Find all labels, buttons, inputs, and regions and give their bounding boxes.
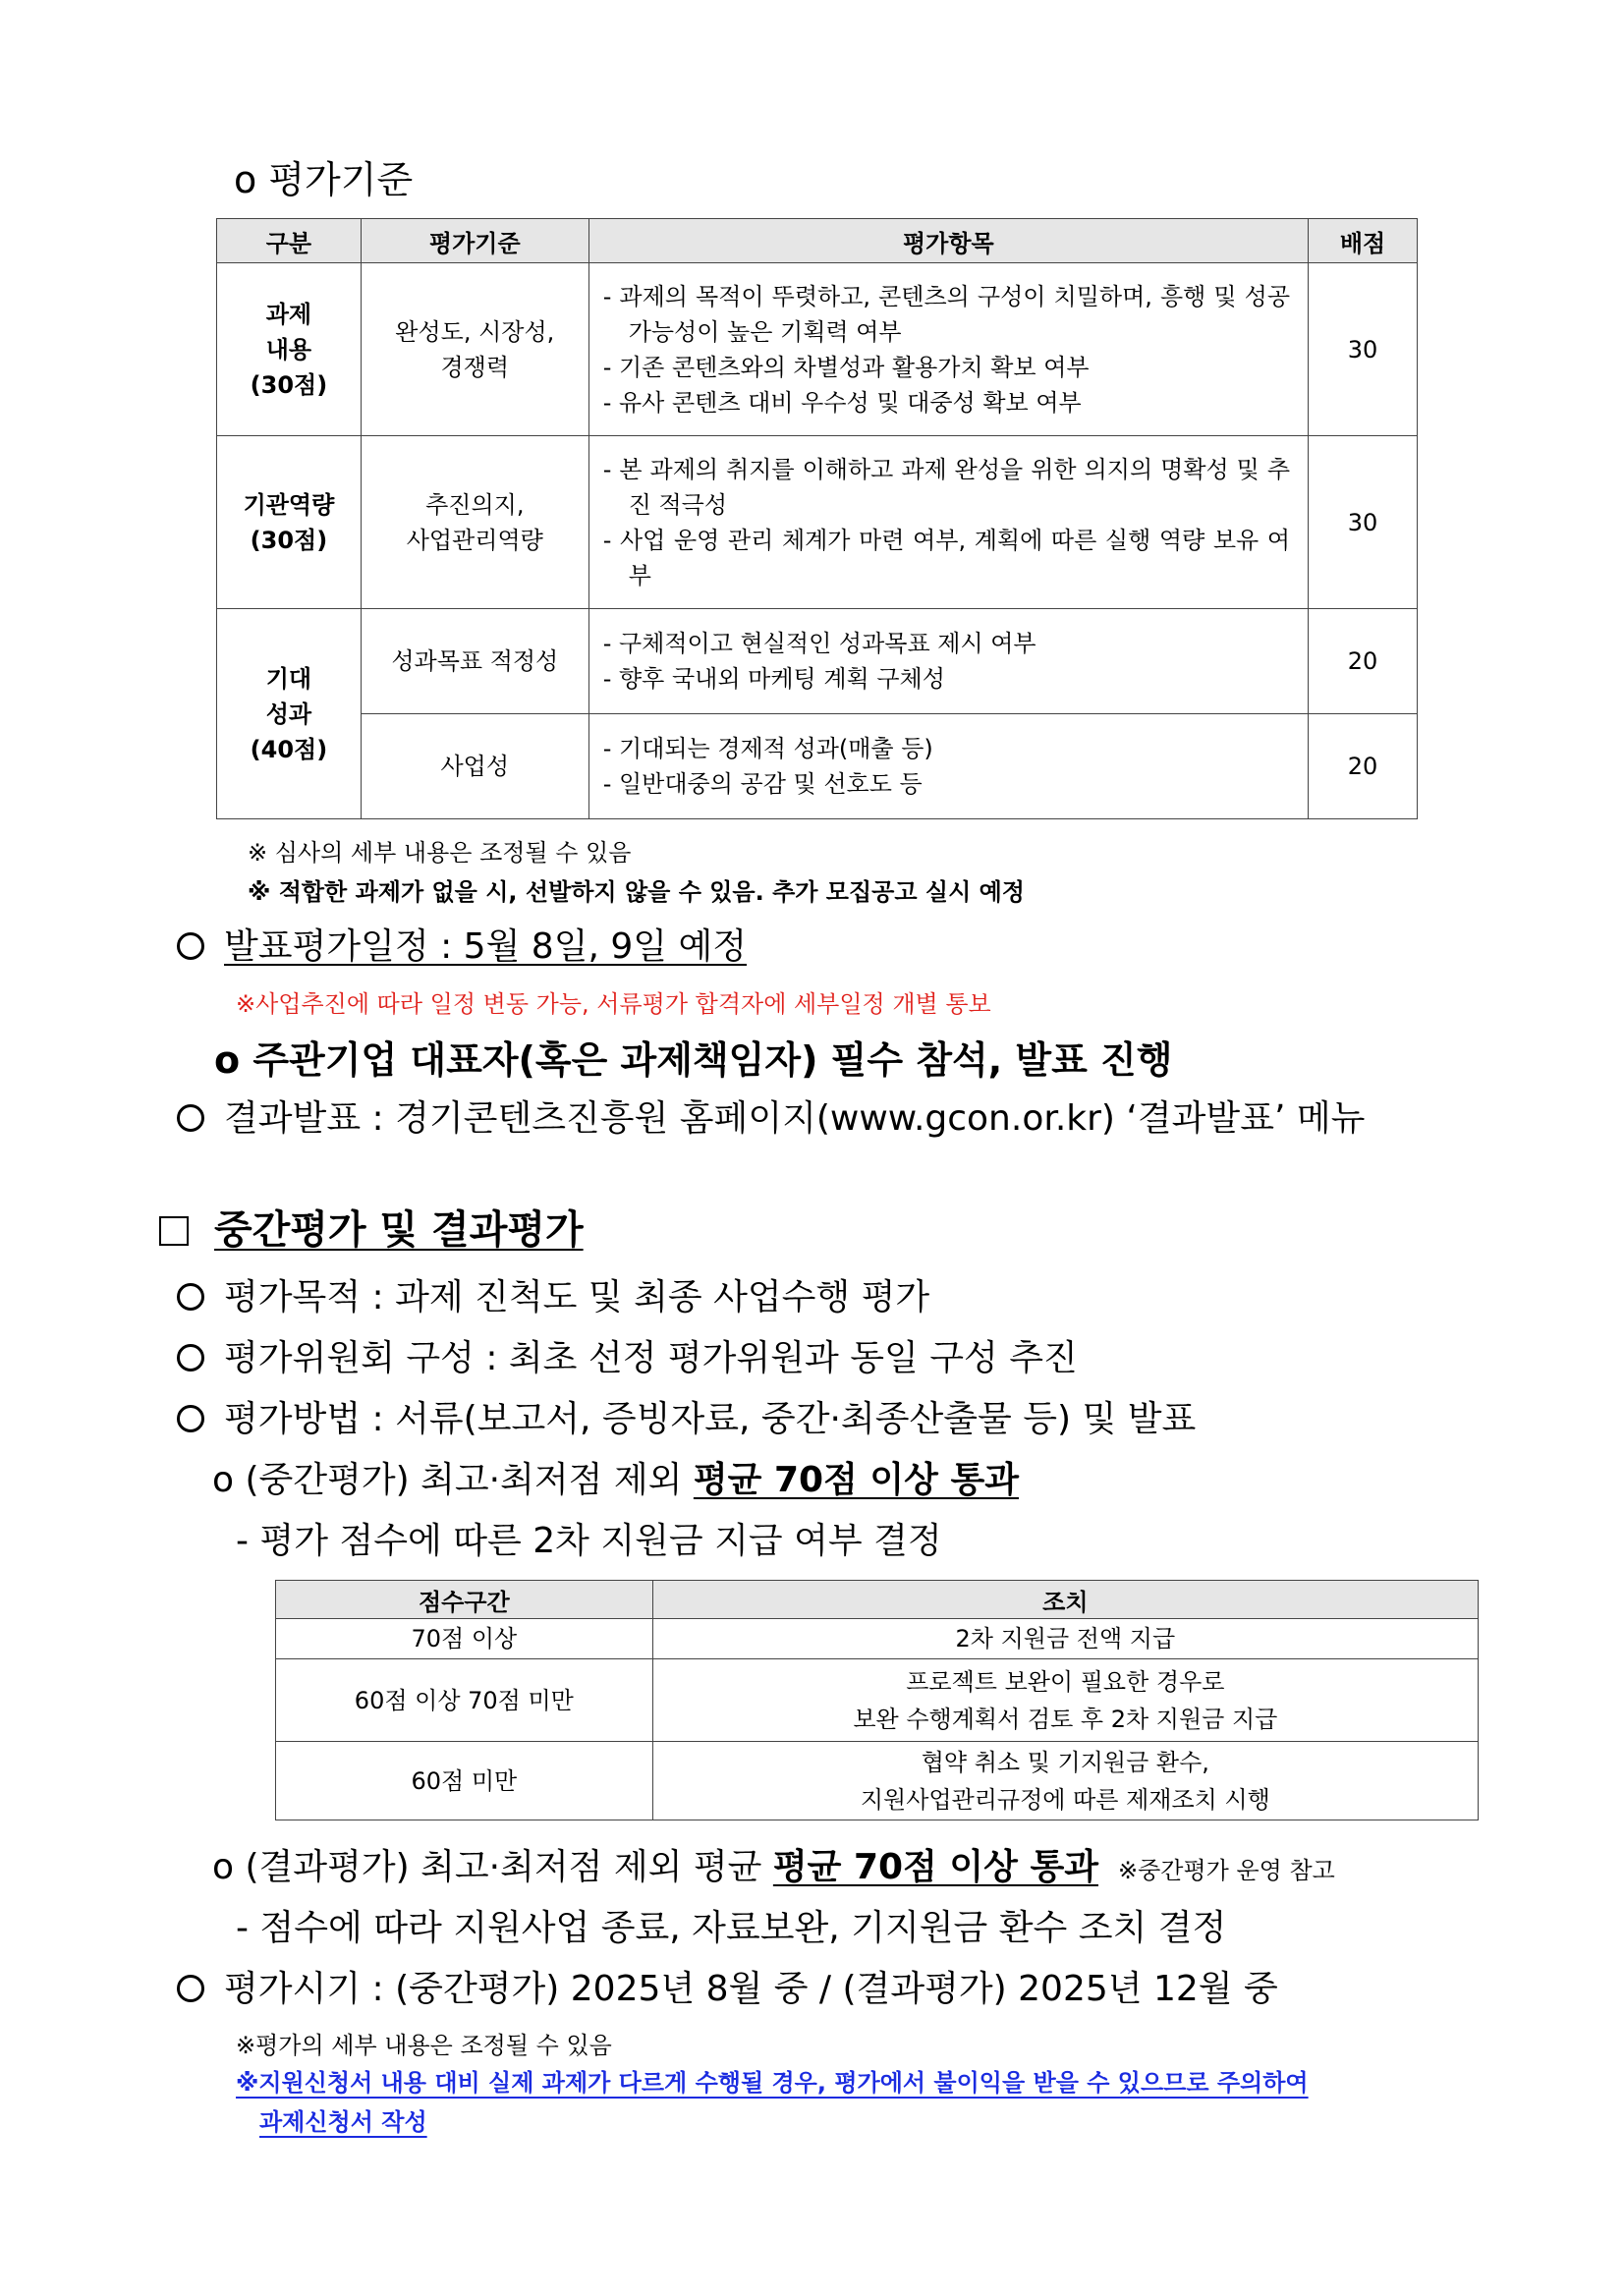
score-range: 70점 이상 (276, 1619, 653, 1659)
score-range: 60점 이상 70점 미만 (276, 1659, 653, 1742)
circle-bullet-icon (177, 1283, 204, 1311)
table-row (276, 1619, 1479, 1659)
square-bullet-icon (159, 1216, 189, 1246)
table-header-row (217, 219, 1418, 263)
row-criterion: 완성도, 시장성, 경쟁력 (361, 263, 588, 436)
evaluation-timing: 평가시기 : (중간평가) 2025년 8월 중 / (결과평가) 2025년 12월 중 (177, 1961, 1278, 2011)
score-range: 60점 미만 (276, 1742, 653, 1820)
row-category: 과제 내용 (30점) (217, 263, 362, 436)
table-row (217, 609, 1418, 714)
action: 프로젝트 보완이 필요한 경우로 보완 수행계획서 검토 후 2차 지원금 지급 (652, 1659, 1478, 1742)
row-category: 기관역량 (30점) (217, 436, 362, 609)
mid-evaluation-detail: - 평가 점수에 따른 2차 지원금 지급 여부 결정 (236, 1521, 942, 1561)
row-criterion: 성과목표 적정성 (361, 609, 588, 714)
attendance-requirement: o 주관기업 대표자(혹은 과제책임자) 필수 참석, 발표 진행 (214, 1038, 1173, 1082)
header-category: 구분 (217, 219, 362, 263)
circle-bullet-icon (177, 932, 204, 960)
mid-eval-pass: 평균 70점 이상 통과 (693, 1460, 1020, 1500)
final-eval-pass: 평균 70점 이상 통과 (772, 1847, 1099, 1887)
row-score: 30 (1309, 263, 1418, 436)
evaluation-committee: 평가위원회 구성 : 최초 선정 평가위원과 동일 구성 추진 (177, 1330, 1078, 1380)
circle-bullet-icon (177, 1344, 204, 1372)
final-eval-note: ※중간평가 운영 참고 (1118, 1857, 1335, 1884)
row-category: 기대 성과 (40점) (217, 609, 362, 819)
criteria-heading: o 평가기준 (234, 158, 414, 201)
final-evaluation-detail: - 점수에 따라 지원사업 종료, 자료보완, 기지원금 환수 조치 결정 (236, 1908, 1227, 1948)
warning-note-cont: 과제신청서 작성 (259, 2108, 427, 2136)
result-announcement: 결과발표 : 경기콘텐츠진흥원 홈페이지(www.gcon.or.kr) ‘결과발표’ 메뉴 (177, 1091, 1365, 1141)
row-score: 20 (1309, 609, 1418, 714)
header-criterion: 평가기준 (361, 219, 588, 263)
note-adjustable: ※ 심사의 세부 내용은 조정될 수 있음 (248, 839, 632, 867)
circle-bullet-icon (177, 1405, 204, 1432)
row-items: - 구체적이고 현실적인 성과목표 제시 여부 - 향후 국내외 마케팅 계획 구체성 (588, 609, 1308, 714)
header-action: 조치 (652, 1581, 1478, 1619)
note-adjustable-2: ※평가의 세부 내용은 조정될 수 있음 (236, 2032, 612, 2059)
action: 2차 지원금 전액 지급 (652, 1619, 1478, 1659)
note-no-selection: ※ 적합한 과제가 없을 시, 선발하지 않을 수 있음. 추가 모집공고 실시 예정 (248, 878, 1025, 906)
row-items: - 과제의 목적이 뚜렷하고, 콘텐츠의 구성이 치밀하며, 흥행 및 성공 가능성이 높은 기획력 여부 - 기존 콘텐츠와의 차별성과 활용가치 확보 여부 - 유사 콘텐츠 대비 우수성 및 대중성 확보 여부 (588, 263, 1308, 436)
evaluation-purpose: 평가목적 : 과제 진척도 및 최종 사업수행 평가 (177, 1269, 929, 1319)
header-score: 배점 (1309, 219, 1418, 263)
action: 협약 취소 및 기지원금 환수, 지원사업관리규정에 따른 제재조치 시행 (652, 1742, 1478, 1820)
table-row (217, 714, 1418, 819)
row-criterion: 사업성 (361, 714, 588, 819)
final-evaluation: o (결과평가) 최고·최저점 제외 평균 평균 70점 이상 통과 ※중간평가 운영 참고 (212, 1847, 1335, 1887)
row-score: 20 (1309, 714, 1418, 819)
table-header-row (276, 1581, 1479, 1619)
section-title: 중간평가 및 결과평가 (159, 1199, 584, 1255)
criteria-table (216, 218, 1418, 819)
circle-bullet-icon (177, 1104, 204, 1132)
warning-note: ※지원신청서 내용 대비 실제 과제가 다르게 수행될 경우, 평가에서 불이익을 받을 수 있으므로 주의하여 (236, 2069, 1309, 2097)
header-items: 평가항목 (588, 219, 1308, 263)
row-items: - 본 과제의 취지를 이해하고 과제 완성을 위한 의지의 명확성 및 추진 적극성 - 사업 운영 관리 체계가 마련 여부, 계획에 따른 실행 역량 보유 여부 (588, 436, 1308, 609)
row-items: - 기대되는 경제적 성과(매출 등) - 일반대중의 공감 및 선호도 등 (588, 714, 1308, 819)
schedule-note: ※사업추진에 따라 일정 변동 가능, 서류평가 합격자에 세부일정 개별 통보 (236, 990, 991, 1018)
row-criterion: 추진의지, 사업관리역량 (361, 436, 588, 609)
header-score-range: 점수구간 (276, 1581, 653, 1619)
table-row (276, 1659, 1479, 1742)
score-action-table (275, 1580, 1479, 1820)
table-row (217, 436, 1418, 609)
table-row (217, 263, 1418, 436)
presentation-schedule: 발표평가일정 : 5월 8일, 9일 예정 (177, 919, 747, 969)
mid-evaluation: o (중간평가) 최고·최저점 제외 평균 70점 이상 통과 (212, 1460, 1020, 1500)
circle-bullet-icon (177, 1975, 204, 2002)
evaluation-method: 평가방법 : 서류(보고서, 증빙자료, 중간·최종산출물 등) 및 발표 (177, 1391, 1196, 1441)
row-score: 30 (1309, 436, 1418, 609)
table-row (276, 1742, 1479, 1820)
